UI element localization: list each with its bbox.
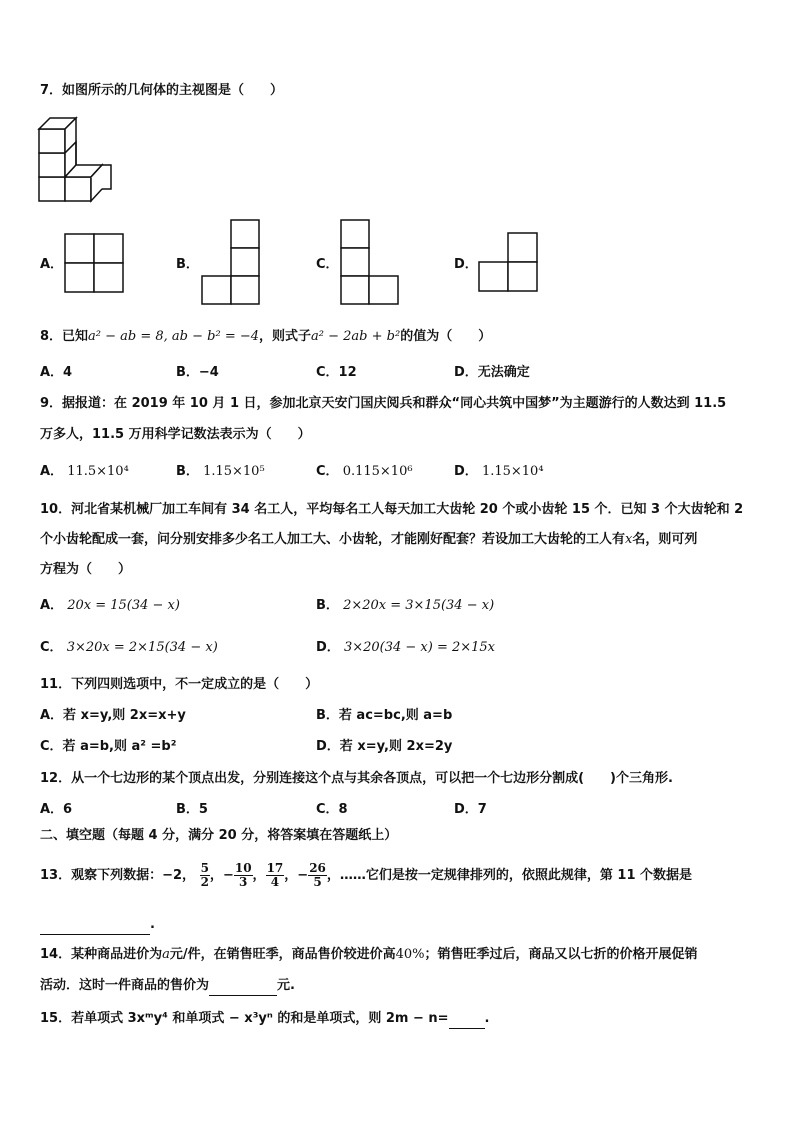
q13-sep-1: ， <box>209 868 223 883</box>
q13-end: . <box>150 917 155 932</box>
q7-solid-figure <box>38 115 113 203</box>
q12-option-c: C．8 <box>316 802 348 817</box>
q13-stem <box>40 858 692 894</box>
q13-answer-blank[interactable] <box>40 916 150 935</box>
q9-option-c-label: C． <box>316 464 339 479</box>
q11-option-a: A．若 x=y,则 2x=x+y <box>40 708 186 723</box>
q10-option-b-label: B． <box>316 598 339 613</box>
q14-line-1-c: ；销售旺季过后，商品又以七折的价格开展促销 <box>424 947 698 962</box>
q7-option-d-figure <box>478 232 540 294</box>
q8-option-c: C．12 <box>316 365 357 380</box>
q13-sep-3: ， <box>284 868 298 883</box>
q7-option-a-figure <box>64 233 126 295</box>
q10-option-c-label: C． <box>40 640 63 655</box>
q7-option-b-label: B． <box>176 257 199 272</box>
q9-line-2: 万多人，11.5 万用科学记数法表示为（ ） <box>40 427 311 442</box>
q9-option-a-value: 11.5×10⁴ <box>67 464 129 479</box>
q13-fraction-2 <box>234 862 253 889</box>
q10-line-2-a: 个小齿轮配成一套，问分别安排多少名工人加工大、小齿轮，才能刚好配套？若设加工大齿轮的工人有 <box>40 532 626 547</box>
q10-line-3: 方程为（ ） <box>40 562 132 577</box>
q14-line-1-b: 元/件，在销售旺季，商品售价较进价高 <box>169 947 396 962</box>
q10-option-d-value: 3×20(34 − x) = 2×15x <box>343 640 496 655</box>
q9-option-d-value: 1.15×10⁴ <box>481 464 544 479</box>
q13-neg-1: − <box>222 868 234 883</box>
q8-option-a: A．4 <box>40 365 73 380</box>
q14-line-1 <box>40 946 698 964</box>
q14-line-1-a: 14．某种商品进价为 <box>40 947 163 962</box>
q14-percent: 40% <box>395 947 425 962</box>
section-2-heading: 二、填空题（每题 4 分，满分 20 分，将答案填在答题纸上） <box>40 828 398 843</box>
q10-option-b-value: 2×20x = 3×15(34 − x) <box>343 598 495 613</box>
q8-condition: a² − ab = 8, ab − b² = −4 <box>88 329 260 344</box>
q13-neg-2: − <box>297 868 309 883</box>
q7-option-a-label: A． <box>40 257 64 272</box>
q7-option-c-figure <box>340 219 402 305</box>
q8-option-d: D．无法确定 <box>454 365 530 380</box>
q10-option-d-label: D． <box>316 640 340 655</box>
q7-option-c-label: C． <box>316 257 339 272</box>
q13-fraction-3 <box>266 862 285 889</box>
q10-option-a <box>40 597 180 615</box>
q9-option-a <box>40 463 129 481</box>
q11-option-d: D．若 x=y,则 2x=2y <box>316 739 453 754</box>
q13-fraction-1-numerator: 5 <box>200 861 209 875</box>
q11-option-c: C．若 a=b,则 a² =b² <box>40 739 177 754</box>
q10-option-d <box>316 639 495 657</box>
q8-lead: 8．已知 <box>40 329 89 344</box>
q13-fraction-1 <box>200 862 210 889</box>
q12-option-d: D．7 <box>454 802 487 817</box>
q12-option-b: B．5 <box>176 802 208 817</box>
q10-option-c <box>40 639 218 657</box>
q13-fraction-2-denominator: 3 <box>239 875 248 889</box>
q13-tail: ，……它们是按一定规律排列的，依照此规律，第 11 个数据是 <box>326 868 693 883</box>
q13-sep-2: ， <box>252 868 266 883</box>
q15-answer-blank[interactable] <box>449 1010 485 1029</box>
q15-line <box>40 1010 489 1029</box>
q9-option-b-label: B． <box>176 464 199 479</box>
q10-option-a-label: A． <box>40 598 64 613</box>
q9-option-b-value: 1.15×10⁵ <box>203 464 265 479</box>
q14-line-2 <box>40 977 295 996</box>
q9-option-d <box>454 463 544 481</box>
q14-answer-blank[interactable] <box>209 977 277 996</box>
q9-option-c-value: 0.115×10⁶ <box>342 464 413 479</box>
q10-variable: x <box>625 532 633 547</box>
q13-fraction-2-numerator: 10 <box>234 861 252 875</box>
q13-fraction-1-denominator: 2 <box>200 875 209 889</box>
q15-text: 15．若单项式 3xᵐy⁴ 和单项式 − x³yⁿ 的和是单项式，则 2m − n= <box>40 1011 449 1026</box>
q15-end: . <box>484 1011 490 1026</box>
q7-stem: 7．如图所示的几何体的主视图是（ ） <box>40 83 284 98</box>
q8-mid: ，则式子 <box>259 329 312 344</box>
q13-fraction-3-denominator: 4 <box>270 875 280 889</box>
q9-option-b <box>176 463 265 481</box>
q9-option-a-label: A． <box>40 464 64 479</box>
q12-option-a: A．6 <box>40 802 73 817</box>
q9-line-1: 9．据报道：在 2019 年 10 月 1 日，参加北京天安门国庆阅兵和群众“同心共筑中国梦”为主题游行的人数达到 11.5 <box>40 396 727 411</box>
q14-variable: a <box>162 947 170 962</box>
q11-stem: 11．下列四则选项中，不一定成立的是（ ） <box>40 677 319 692</box>
q8-tail: 的值为（ ） <box>400 329 492 344</box>
q10-option-b <box>316 597 494 615</box>
q10-option-a-value: 20x = 15(34 − x) <box>67 598 180 613</box>
q10-line-2 <box>40 531 697 549</box>
q8-option-b: B．−4 <box>176 365 219 380</box>
q9-option-d-label: D． <box>454 464 478 479</box>
q10-option-c-value: 3×20x = 2×15(34 − x) <box>66 640 218 655</box>
q7-option-d-label: D． <box>454 257 478 272</box>
q13-fraction-3-numerator: 17 <box>266 861 284 875</box>
q9-option-c <box>316 463 413 481</box>
q14-line-2-b: 元. <box>277 978 295 993</box>
q13-answer-line <box>40 916 155 935</box>
q11-option-b: B．若 ac=bc,则 a=b <box>316 708 453 723</box>
q13-fraction-4-denominator: 5 <box>313 875 322 889</box>
q13-fraction-4 <box>308 862 327 889</box>
q7-option-b-figure <box>201 219 263 305</box>
q14-line-2-a: 活动．这时一件商品的售价为 <box>40 978 210 993</box>
q10-line-2-b: 名，则可列 <box>632 532 698 547</box>
q8-stem <box>40 328 491 346</box>
q12-stem: 12．从一个七边形的某个顶点出发，分别连接这个点与其余各顶点，可以把一个七边形分割成( )个三角形. <box>40 771 673 786</box>
q13-lead: 13．观察下列数据：−2， <box>40 868 196 883</box>
q8-expression: a² − 2ab + b² <box>311 329 401 344</box>
q10-line-1: 10．河北省某机械厂加工车间有 34 名工人，平均每名工人每天加工大齿轮 20 个或小齿轮 15 个．已知 3 个大齿轮和 2 <box>40 502 744 517</box>
q13-fraction-4-numerator: 26 <box>309 861 326 875</box>
